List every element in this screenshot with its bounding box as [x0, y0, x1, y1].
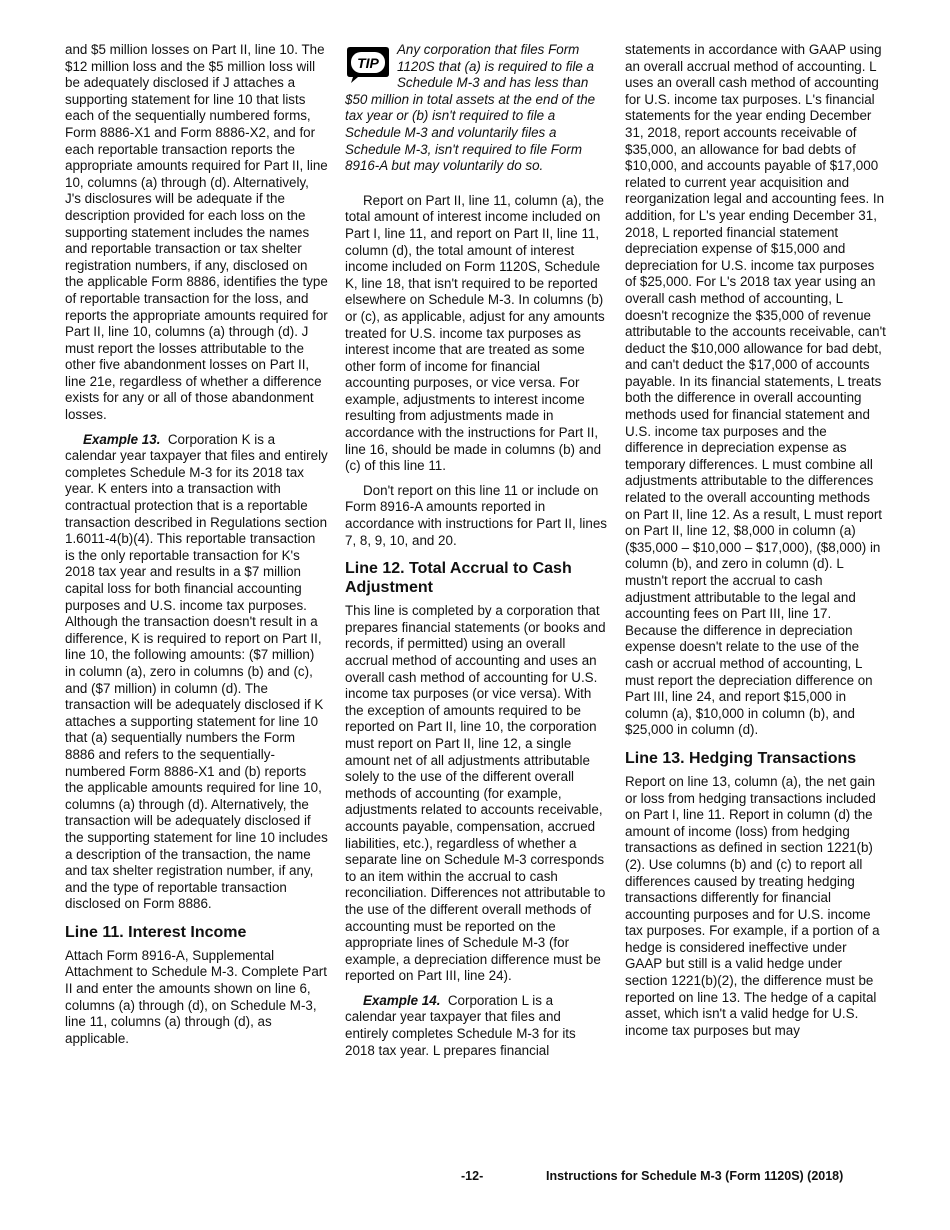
heading-line-11-interest-income: Line 11. Interest Income [65, 923, 247, 941]
tip-box [345, 42, 607, 175]
example-14-label: Example 14. [363, 992, 441, 1008]
example-13-label: Example 13. [83, 431, 161, 447]
heading-line-13-hedging: Line 13. Hedging Transactions [625, 749, 857, 767]
heading-line-12-accrual-to-cash: Line 12. Total Accrual to Cash Adjustment [345, 560, 572, 597]
paragraph-line-13: Report on line 13, column (a), the net gain or loss from hedging transactions included on Part I, line 11. Report in column (d) the amount of income (loss) from hedging transactions as defined in section 1221(b)(2). Use columns (b) and (c) to report all differences caused by treating hedging transactions differently for financial accounting purposes and for U.S. income tax purposes. For example, if a portion of a hedge is considered ineffective under GAAP but still is a valid hedge under section 1221(b)(2), the difference must be reported on line 13. The hedge of a capital asset, which isn't a valid hedge for U.S. income tax purposes but may [625, 773, 880, 1038]
example-14-text: Corporation L is a calendar year taxpayer that files and entirely completes Schedule M-3 for its 2018 tax year. L prepares financial [345, 992, 576, 1058]
example-13 [65, 432, 328, 913]
column-right [625, 42, 887, 1039]
paragraph-example-14-continued: statements in accordance with GAAP using an overall accrual method of accounting. L uses an overall cash method of accounting for U.S. income tax purposes. L's financial statements for the year ending December 31, 2018, report accounts receivable of $35,000, an allowance for bad debts of $10,000, and accounts payable of $17,000 related to current year acquisition and reorganization legal and accounting fees. In addition, for L's year ending December 31, 2018, L reported financial statement depreciation expense of $15,000 and depreciation for U.S. income tax purposes of $25,000. For L's 2018 tax year using an overall cash method of accounting, L doesn't recognize the $35,000 of revenue attributable to the accounts receivable, can't deduct the $10,000 allowance for bad debt, and can't deduct the $17,000 of accounts payable. In its financial statements, L treats both the difference in overall accounting methods used for financial statement and U.S. income tax purposes and the difference in depreciation expense as temporary differences. L must combine all adjustments attributable to the differences related to the overall accounting methods on Part II, line 12. As a result, L must report on Part II, line 12, $8,000 in column (a) ($35,000 – $10,000 – $17,000), ($8,000) in column (b), and zero in column (d). L mustn't report the accrual to cash adjustment attributable to the legal and accounting fees on Part III, line 17. Because the difference in depreciation expense doesn't relate to the use of the cash or accrual method of accounting, L must report the depreciation difference on Part III, line 24, and report $15,000 in column (a), $10,000 in column (b), and $25,000 in column (d). [625, 42, 886, 738]
tip-icon [345, 43, 391, 85]
column-middle [345, 42, 607, 1059]
example-13-text: Corporation K is a calendar year taxpayer that files and entirely completes Schedule M-3 for its 2018 tax year. K enters into a transaction with contractual protection that is a reportable transaction described in Regulations section 1.6011-4(b)(4). This reportable transaction is the only reportable transaction for K's 2018 tax year and results in a $7 million capital loss for both financial accounting purposes and U.S. income tax purposes. Although the transaction doesn't result in a difference, K is required to report on Part II, line 10, the following amounts: ($7 million) in column (a), zero in columns (b) and (c), and ($7 million) in column (d). The transaction will be adequately disclosed if K attaches a supporting statement for line 10 that (a) sequentially numbers the Form 8886 and refers to the sequentially-numbered Form 8886-X1 and (b) reports the applicable amounts required for line 10, columns (a) through (d). Alternatively, the transaction will be adequately disclosed if the supporting statement for line 10 includes a description of the transaction, the name and tax shelter registration number, if any, and the type of reportable transaction disclosed on Form 8886. [65, 431, 328, 912]
paragraph-line-11-report: Report on Part II, line 11, column (a), the total amount of interest income included on Part I, line 11, and report on Part II, line 11, column (d), the total amount of interest income included on Form 1120S, Schedule K, line 18, that isn't required to be reported elsewhere on Schedule M-3. In columns (b) or (c), as applicable, adjust for any amounts treated for U.S. income tax purposes as interest income that are treated as some other form of income for financial accounting purposes, or vice versa. For example, adjustments to interest income resulting from adjustments made in accordance with the instructions for Part II, line 16, should be made in columns (b) and (c) of this line 11. [345, 192, 605, 474]
example-14 [345, 993, 607, 1059]
column-left [65, 42, 328, 1047]
footer-document-title: Instructions for Schedule M-3 (Form 1120S) (2018) [546, 1169, 844, 1183]
page-number: -12- [461, 1169, 484, 1183]
tip-icon-label: TIP [357, 55, 379, 71]
paragraph-line-11: Attach Form 8916-A, Supplemental Attachment to Schedule M-3. Complete Part II and enter the amounts shown on line 6, columns (a) through (d), on Schedule M-3, line 11, columns (a) through (d), as applicable. [65, 947, 327, 1046]
paragraph-abandonment-losses: and $5 million losses on Part II, line 10. The $12 million loss and the $5 million loss will be adequately disclosed if J attaches a supporting statement for line 10 that lists each of the sequentially numbered forms, Form 8886-X1 and Form 8886-X2, and for each reportable transaction reports the appropriate amounts required for Part II, line 10, columns (a) through (d). Alternatively, J's disclosures will be adequate if the description provided for each loss on the supporting statement includes the names and reportable transaction or tax shelter registration numbers, if any, disclosed on the applicable Form 8886, identifies the type of reportable transaction for the loss, and reports the appropriate amounts required for Part II, line 10, columns (a) through (d). J must report the losses attributable to the other five abandonment losses on Part II, line 21e, regardless of whether a difference exists for any or all of those abandonment losses. [65, 42, 328, 423]
tip-text: Any corporation that files Form 1120S that (a) is required to file a Schedule M-3 and has less than $50 million in total assets at the end of the tax year or (b) isn't required to file a Schedule M-3 and voluntarily files a Schedule M-3, isn't required to file Form 8916-A but may voluntarily do so. [345, 42, 596, 174]
paragraph-line-12: This line is completed by a corporation that prepares financial statements (or books and records, if permitted) using an overall accrual method of accounting and uses an overall cash method of accounting for U.S. income tax purposes (or vice versa). With the exception of amounts required to be reported on Part II, line 10, the corporation must report on Part II, line 12, a single amount net of all adjustments attributable solely to the use of the different overall methods of accounting (for example, adjustments related to accounts receivable, accounts payable, compensation, accrued liabilities, etc.), regardless of whether a separate line on Schedule M-3 corresponds to an item within the accrual to cash reconciliation. Differences not attributable to the use of the different overall methods of accounting must be reported on the appropriate lines of Schedule M-3 (for example, a depreciation difference must be reported on Part III, line 24). [345, 603, 606, 984]
paragraph-line-11-dont-report: Don't report on this line 11 or include on Form 8916-A amounts reported in accordance with instructions for Part II, lines 7, 8, 9, 10, and 20. [345, 482, 607, 548]
